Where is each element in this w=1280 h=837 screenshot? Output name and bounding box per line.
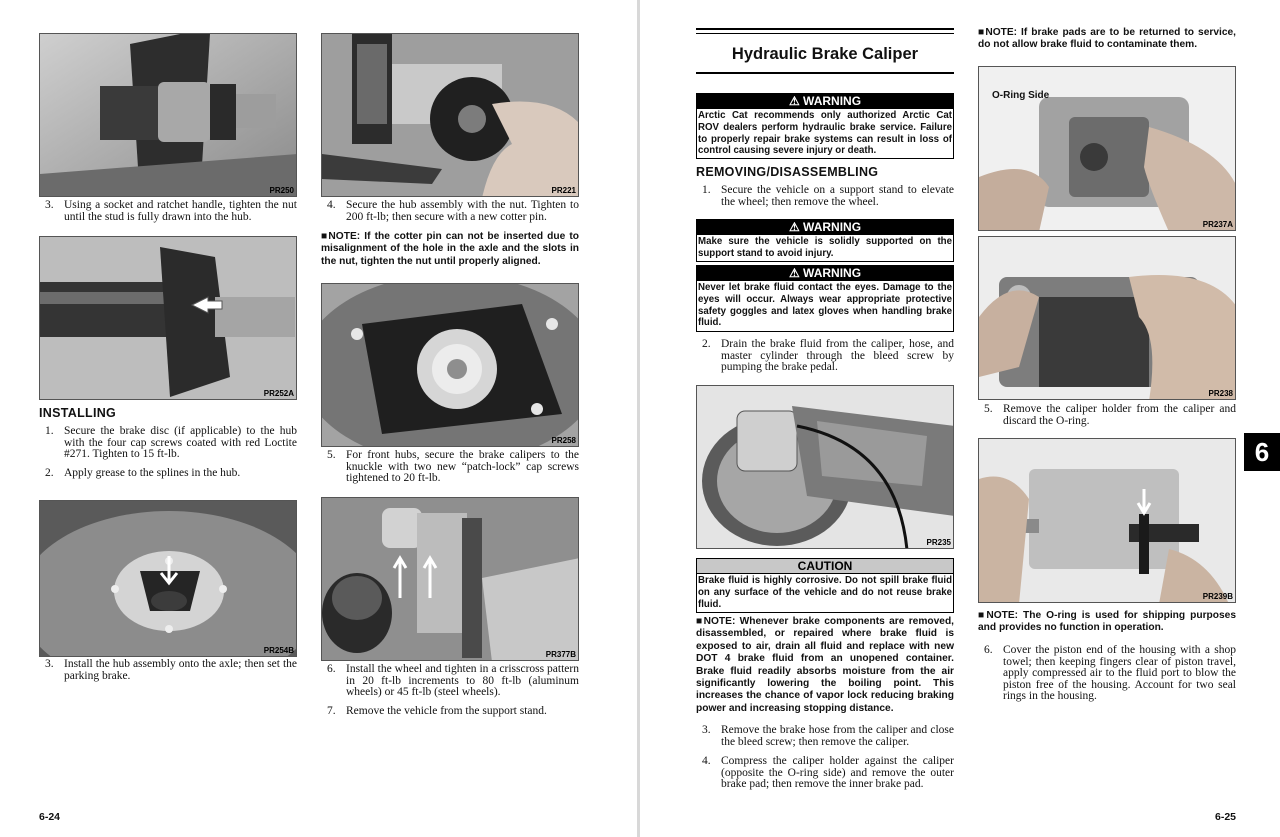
note-brake-pads: ■NOTE: If brake pads are to be returned to service, do not allow brake fluid to contaminate them. (978, 27, 1236, 51)
step-text: Remove the vehicle from the support stand. (346, 705, 547, 717)
note-cotter-pin: ■NOTE: If the cotter pin can not be inserted due to misalignment of the hole in the axle and the slots in the nut, tighten the nut until properly aligned. (321, 231, 579, 267)
photo-pr250 (39, 33, 297, 197)
step-text: Install the wheel and tighten in a crisscross pattern in 20 ft-lb increments to 80 ft-lb (aluminum wheels) or 45 ft-lb (steel wheels). (346, 663, 579, 698)
photo-code-pr252a: PR252A (263, 389, 294, 398)
caliper-install-illustration (322, 498, 579, 661)
remove-step-4 (702, 756, 954, 791)
step-number: 3. (45, 658, 54, 670)
photo-code-pr238: PR238 (1208, 389, 1233, 398)
hub-assembly-illustration (322, 34, 579, 197)
step-text: Drain the brake fluid from the caliper, hose, and master cylinder through the bleed screw by pumping the brake pedal. (721, 338, 954, 373)
remove-step-2 (702, 339, 954, 374)
note-dot4-fluid: ■NOTE: Whenever brake components are removed, disassembled, or repaired where brake fluid is exposed to air, drain all fluid and replace with new DOT 4 brake fluid from an unopened container. Brake fluid readily absorbs moisture from the air significantly lowering the boiling point. This increases the chance of vapor lock reducing braking power and increasing stopping distance. (696, 616, 954, 714)
note-oring-shipping: ■NOTE: The O-ring is used for shipping purposes and provides no function in operation. (978, 610, 1236, 634)
caliper-bleed-illustration (697, 386, 954, 549)
photo-pr221 (321, 33, 579, 197)
photo-code-pr239b: PR239B (1202, 592, 1233, 601)
remove-step-5 (984, 404, 1236, 427)
step-text: Secure the hub assembly with the nut. Tighten to 200 ft-lb; then secure with a new cotter pin. (346, 199, 579, 223)
install-step-3 (45, 659, 297, 682)
title-rule-bottom (696, 72, 954, 74)
left-page (0, 0, 637, 837)
section-title-bar (696, 28, 954, 76)
step-text: For front hubs, secure the brake calipers to the knuckle with two new “patch-lock” cap screws tightened to 20 ft-lb. (346, 449, 579, 484)
step-number: 6. (984, 644, 993, 656)
step-3-tighten-nut (45, 200, 297, 223)
photo-pr377b (321, 497, 579, 661)
step-4-secure-hub (327, 200, 579, 223)
warning-support-stand (696, 219, 954, 262)
step-text: Using a socket and ratchet handle, tighten the nut until the stud is fully drawn into the hub. (64, 199, 297, 223)
step-number: 4. (327, 199, 336, 211)
page-number-right: 6-25 (1215, 811, 1237, 823)
remove-step-6 (984, 645, 1236, 703)
brake-pad-removal-illustration (979, 237, 1236, 400)
oring-side-label: O-Ring Side (992, 90, 1050, 101)
front-hub-illustration (322, 284, 579, 447)
photo-code-pr250: PR250 (269, 186, 294, 195)
step-number: 5. (327, 449, 336, 461)
photo-code-pr254b: PR254B (263, 646, 294, 655)
photo-code-pr237a: PR237A (1202, 220, 1233, 229)
warning-header: ⚠ WARNING (697, 220, 953, 235)
step-text: Cover the piston end of the housing with a shop towel; then keeping fingers clear of piston travel, apply compressed air to the fluid port to blow the piston free of the housing. Account for two seal rings in the housing. (1003, 644, 1236, 702)
page-title: Hydraulic Brake Caliper (731, 45, 919, 63)
warning-header: ⚠ WARNING (697, 266, 953, 281)
step-text: Remove the brake hose from the caliper and close the bleed screw; then remove the caliper. (721, 724, 954, 748)
page-number-left: 6-24 (39, 811, 61, 823)
warning-body: Arctic Cat recommends only authorized Arctic Cat ROV dealers perform hydraulic brake service. Failure to properly repair brake systems can result in loss of control causing severe injury or death. (698, 110, 952, 157)
warning-body: Never let brake fluid contact the eyes. Damage to the eyes will occur. Always wear appropriate protective safety goggles and latex gloves when handling brake fluid. (698, 282, 952, 329)
step-number: 3. (702, 724, 711, 736)
step-number: 2. (45, 467, 54, 479)
caution-body: Brake fluid is highly corrosive. Do not spill brake fluid on any surface of the vehicle and do not reuse brake fluid. (698, 575, 952, 610)
step-6-install-wheel (327, 664, 579, 699)
photo-code-pr258: PR258 (551, 436, 576, 445)
caution-header: CAUTION (697, 559, 953, 574)
step-number: 3. (45, 199, 54, 211)
photo-pr254b (39, 500, 297, 657)
warning-header: ⚠ WARNING (697, 94, 953, 109)
step-7-remove-vehicle (327, 706, 579, 718)
step-5-front-hubs (327, 450, 579, 485)
warning-eyes (696, 265, 954, 332)
install-step-2 (45, 468, 297, 480)
step-text: Secure the vehicle on a support stand to elevate the wheel; then remove the wheel. (721, 184, 954, 208)
installing-heading: INSTALLING (39, 406, 117, 420)
step-text: Apply grease to the splines in the hub. (64, 467, 241, 479)
photo-pr239b (978, 438, 1236, 603)
step-text: Remove the caliper holder from the caliper and discard the O-ring. (1003, 403, 1236, 427)
step-number: 6. (327, 663, 336, 675)
hub-stud-illustration (40, 34, 297, 197)
caliper-holder-oring-illustration (979, 439, 1236, 603)
removing-heading: REMOVING/DISASSEMBLING (696, 165, 879, 179)
warning-authorized-dealers (696, 93, 954, 159)
photo-pr238 (978, 236, 1236, 400)
photo-code-pr377b: PR377B (545, 650, 576, 659)
title-rule-top-2 (696, 33, 954, 34)
step-number: 4. (702, 755, 711, 767)
step-number: 2. (702, 338, 711, 350)
photo-pr237a (978, 66, 1236, 231)
step-number: 1. (45, 425, 54, 437)
remove-step-3 (702, 725, 954, 748)
step-text: Install the hub assembly onto the axle; then set the parking brake. (64, 658, 297, 682)
photo-pr235 (696, 385, 954, 549)
step-text: Secure the brake disc (if applicable) to the hub with the four cap screws coated with red Loctite #271. Tighten to 15 ft-lb. (64, 425, 297, 460)
section-tab: 6 (1244, 433, 1280, 471)
warning-body: Make sure the vehicle is solidly supported on the support stand to avoid injury. (698, 236, 952, 259)
photo-pr258 (321, 283, 579, 447)
brake-disc-illustration (40, 501, 297, 657)
photo-code-pr221: PR221 (551, 186, 576, 195)
caution-brake-fluid (696, 558, 954, 613)
remove-step-1 (702, 185, 954, 208)
step-number: 5. (984, 403, 993, 415)
photo-code-pr235: PR235 (926, 538, 951, 547)
install-step-1 (45, 426, 297, 461)
photo-pr252a (39, 236, 297, 400)
right-page (640, 0, 1280, 837)
title-rule-top (696, 28, 954, 30)
step-number: 7. (327, 705, 336, 717)
axle-splines-illustration (40, 237, 297, 400)
step-text: Compress the caliper holder against the caliper (opposite the O-ring side) and remove the outer brake pad; then remove the inner brake pad. (721, 755, 954, 790)
step-number: 1. (702, 184, 711, 196)
